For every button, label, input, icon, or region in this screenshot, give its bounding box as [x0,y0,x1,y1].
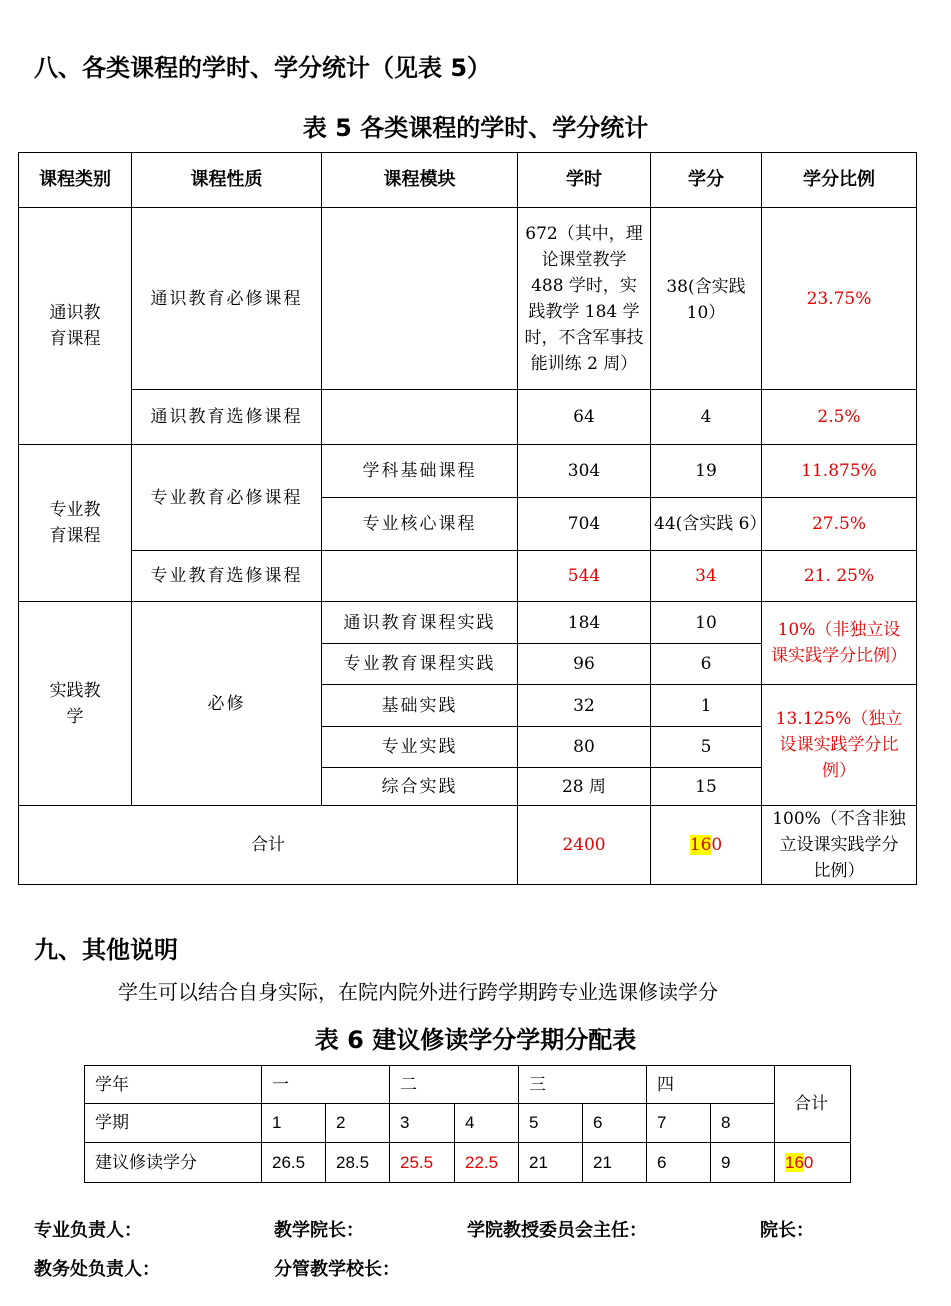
credits-cell: 15 [651,768,762,806]
ratio-cell: 21. 25% [762,551,917,602]
credits-cell: 44(含实践 6） [651,498,762,551]
year-cell: 二 [390,1066,519,1104]
credit-cell: 22.5 [455,1143,519,1183]
credits-cell: 10 [651,602,762,644]
credits-cell: 34 [651,551,762,602]
header-cell: 学分 [651,153,762,208]
table-row [19,445,917,498]
ratio-cell: 2.5% [762,390,917,445]
year-cell: 三 [519,1066,647,1104]
table-row [19,390,917,445]
row-label-term: 学期 [85,1104,262,1143]
hours-cell: 704 [518,498,651,551]
total-label: 合计 [19,806,518,885]
credit-cell: 26.5 [262,1143,326,1183]
hours-cell: 96 [518,644,651,685]
section-9-paragraph: 学生可以结合自身实际，在院内院外进行跨学期跨专业选课修读学分 [118,980,718,1004]
header-cell: 学时 [518,153,651,208]
table-5-caption: 表 5 各类课程的学时、学分统计 [302,114,649,142]
nature-cell: 专业教育选修课程 [132,551,322,602]
hours-cell: 28 周 [518,768,651,806]
credit-cell: 28.5 [326,1143,390,1183]
ratio-cell: 27.5% [762,498,917,551]
total-credits-rest: 0 [803,1152,814,1172]
term-cell: 8 [711,1104,775,1143]
total-credits [651,806,762,885]
table-6-caption: 表 6 建议修读学分学期分配表 [314,1026,637,1054]
module-cell [322,390,518,445]
ratio-cell: 13.125%（独立设课实践学分比例） [762,685,917,806]
credits-cell: 19 [651,445,762,498]
term-cell: 3 [390,1104,455,1143]
table-row [85,1143,851,1183]
table-row [19,153,917,208]
table-row [19,208,917,390]
table-row [19,551,917,602]
total-label: 合计 [775,1066,851,1143]
header-cell: 学分比例 [762,153,917,208]
module-cell [322,551,518,602]
term-cell: 1 [262,1104,326,1143]
row-label-credit: 建议修读学分 [85,1143,262,1183]
term-cell: 7 [647,1104,711,1143]
nature-cell: 专业教育必修课程 [132,445,322,551]
credit-cell: 9 [711,1143,775,1183]
signature-vice-president: 分管教学校长： [274,1259,400,1280]
signature-dean: 院长： [760,1220,814,1241]
hours-cell: 544 [518,551,651,602]
module-cell: 专业教育课程实践 [322,644,518,685]
module-cell: 通识教育课程实践 [322,602,518,644]
module-cell [322,208,518,390]
total-credits-highlight: 16 [689,835,712,855]
total-credits-highlight: 16 [785,1152,804,1172]
table-row [19,806,917,885]
ratio-cell: 23.75% [762,208,917,390]
hours-cell: 672（其中，理论课堂教学 488 学时，实践教学 184 学时，不含军事技能训练 2 周） [518,208,651,390]
term-cell: 4 [455,1104,519,1143]
row-label-year: 学年 [85,1066,262,1104]
header-cell: 课程类别 [19,153,132,208]
hours-cell: 304 [518,445,651,498]
hours-cell: 64 [518,390,651,445]
module-cell: 专业核心课程 [322,498,518,551]
ratio-cell: 10%（非独立设课实践学分比例） [762,602,917,685]
total-credits [775,1143,851,1183]
module-cell: 基础实践 [322,685,518,727]
term-cell: 5 [519,1104,583,1143]
module-cell: 专业实践 [322,727,518,768]
total-hours: 2400 [518,806,651,885]
total-credits-rest: 0 [711,835,723,855]
signature-academic-affairs: 教务处负责人： [34,1259,160,1280]
year-cell: 四 [647,1066,775,1104]
hours-cell: 184 [518,602,651,644]
credit-cell: 21 [583,1143,647,1183]
ratio-cell: 11.875% [762,445,917,498]
signature-major-head: 专业负责人： [34,1220,142,1241]
credit-cell: 25.5 [390,1143,455,1183]
category-practice: 实践教学 [19,602,132,806]
table-5 [18,152,917,885]
section-9-heading: 九、其他说明 [34,936,178,964]
credits-cell: 6 [651,644,762,685]
credits-cell: 1 [651,685,762,727]
term-cell: 6 [583,1104,647,1143]
signature-teaching-dean: 教学院长： [274,1220,364,1241]
signature-committee-chair: 学院教授委员会主任： [467,1220,647,1241]
credits-cell: 5 [651,727,762,768]
credits-cell: 38(含实践 10） [651,208,762,390]
term-cell: 2 [326,1104,390,1143]
section-8-heading: 八、各类课程的学时、学分统计（见表 5） [34,54,492,82]
table-row [85,1066,851,1104]
hours-cell: 80 [518,727,651,768]
table-6 [84,1065,851,1183]
category-general: 通识教育课程 [19,208,132,445]
credit-cell: 6 [647,1143,711,1183]
header-cell: 课程性质 [132,153,322,208]
hours-cell: 32 [518,685,651,727]
credit-cell: 21 [519,1143,583,1183]
total-ratio: 100%（不含非独立设课实践学分比例） [762,806,917,885]
module-cell: 综合实践 [322,768,518,806]
table-row [19,602,917,644]
module-cell: 学科基础课程 [322,445,518,498]
year-cell: 一 [262,1066,390,1104]
credits-cell: 4 [651,390,762,445]
header-cell: 课程模块 [322,153,518,208]
category-major: 专业教育课程 [19,445,132,602]
table-row [85,1104,851,1143]
nature-cell: 必修 [132,602,322,806]
nature-cell: 通识教育必修课程 [132,208,322,390]
nature-cell: 通识教育选修课程 [132,390,322,445]
